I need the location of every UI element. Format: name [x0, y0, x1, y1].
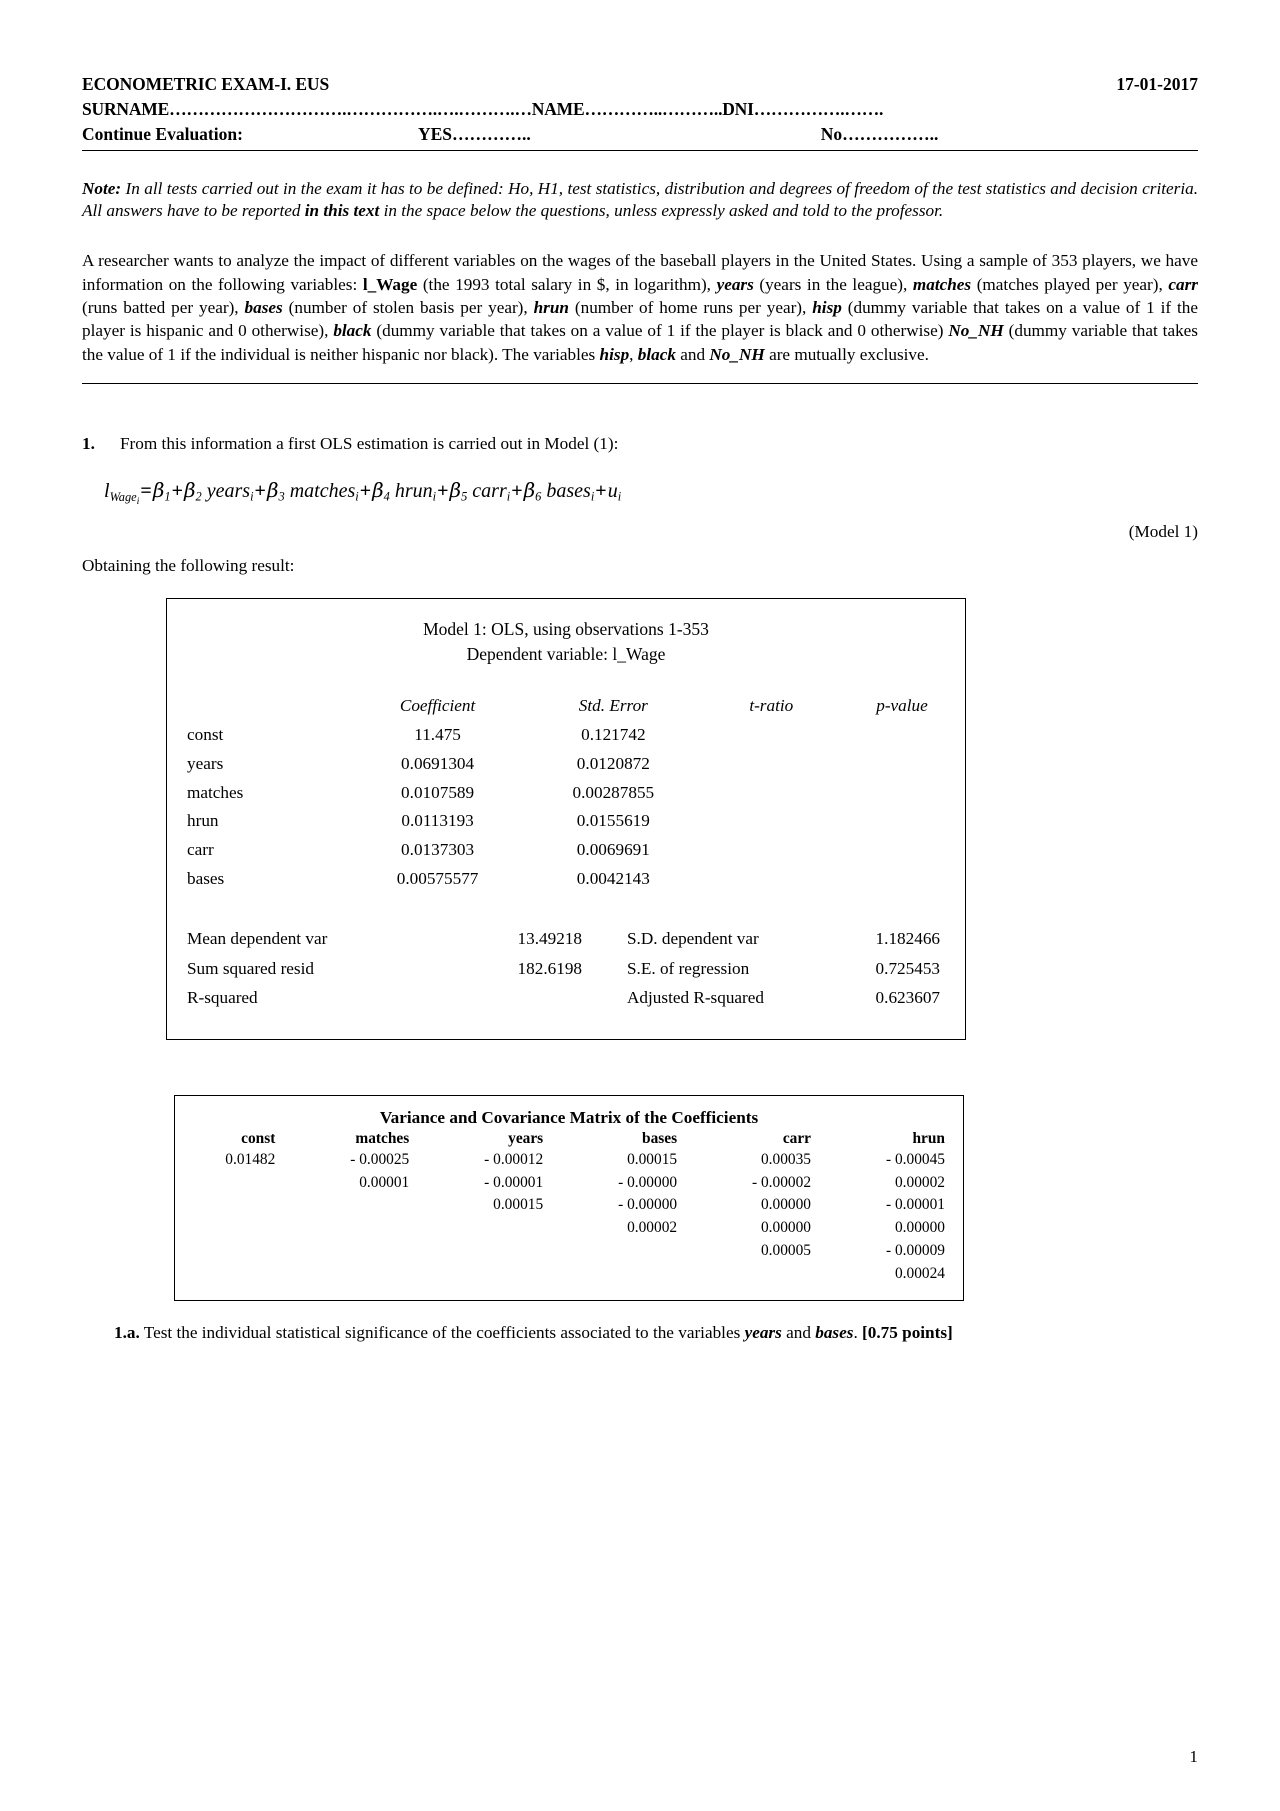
cov-cell	[561, 1263, 695, 1286]
regression-table	[167, 692, 965, 895]
desc-s4: (matches played per year),	[971, 274, 1169, 294]
note-text-2: in the space below the questions, unless expressly asked and told to the professor.	[379, 201, 944, 221]
row-name: bases	[187, 869, 225, 889]
col-variable	[167, 692, 352, 721]
regression-header-row	[167, 692, 965, 721]
var-no-nh-2: No_NH	[709, 344, 765, 364]
desc-s9: (dummy variable that takes on a value of 1 if the player is black and 0 otherwise)	[371, 321, 949, 341]
cov-cell: 0.00000	[760, 1196, 812, 1214]
desc-s12: and	[675, 344, 710, 364]
cov-cell: - 0.00045	[886, 1150, 945, 1168]
row-t-ratio	[704, 807, 839, 836]
question-1	[82, 434, 1198, 454]
cov-cell: 0.00015	[493, 1196, 544, 1214]
cov-cell: 0.00001	[359, 1173, 410, 1191]
model-1-statistics	[167, 924, 965, 1012]
col-t-ratio: t-ratio	[749, 695, 794, 715]
model-1-output-box	[166, 598, 966, 1039]
exam-date: 17-01-2017	[1116, 74, 1198, 94]
table-row	[167, 779, 965, 808]
cov-cell	[293, 1240, 427, 1263]
exam-note	[82, 178, 1198, 224]
stat-label-left: R-squared	[187, 988, 258, 1008]
row-coefficient: 0.00575577	[396, 869, 479, 889]
model-1-title-line2: Dependent variable: l_Wage	[466, 643, 666, 664]
desc-s11: ,	[629, 344, 638, 364]
row-name: years	[187, 753, 224, 773]
stat-value-right: 0.623607	[875, 988, 940, 1008]
desc-s3: (years in the league),	[753, 274, 913, 294]
row-name: const	[187, 724, 224, 744]
stats-row	[167, 924, 965, 953]
row-coefficient: 11.475	[414, 724, 461, 744]
cov-cell: - 0.00002	[752, 1173, 812, 1191]
cov-cell	[175, 1217, 293, 1240]
cov-cell: 0.00005	[760, 1242, 812, 1260]
cov-col-const: const	[241, 1129, 276, 1147]
cov-col-bases: bases	[642, 1129, 678, 1147]
model-1-equation: $l_{Wage_i}=\beta_1+\beta_2$ $years_i+\beta_3$ $matches_i+\beta_4$ $hrun_i+\beta_5$ $carr_i+\beta_6$ $bases_i+u_i$	[104, 478, 622, 507]
var-hisp-2: hisp	[599, 344, 630, 364]
row-std-error: 0.0042143	[576, 869, 650, 889]
stat-label-right: Adjusted R-squared	[627, 988, 764, 1008]
desc-s6: (number of stolen basis per year),	[282, 298, 534, 318]
row-p-value	[839, 721, 965, 750]
stat-value-right: 0.725453	[875, 958, 940, 978]
stats-row	[167, 954, 965, 983]
cov-cell: 0.01482	[225, 1150, 276, 1168]
header-title-row	[82, 72, 1198, 97]
subquestion-1a-var-bases: bases	[815, 1322, 854, 1342]
note-text-1: In all tests carried out in the exam it has to be defined: Ho, H1, test statistics, distribution and degrees of freedom of the test statistics and decision criteria. All answers have to be reported	[82, 178, 1198, 221]
row-t-ratio	[704, 750, 839, 779]
row-std-error: 0.0069691	[576, 840, 650, 860]
cov-cell	[175, 1240, 293, 1263]
continue-evaluation-label: Continue Evaluation:	[82, 123, 243, 144]
page-number: 1	[1189, 1747, 1198, 1766]
var-black: black	[333, 321, 372, 341]
row-coefficient: 0.0137303	[401, 840, 475, 860]
model-1-tag: (Model 1)	[1128, 522, 1198, 542]
cov-cell	[427, 1240, 561, 1263]
subquestion-1a-var-years: years	[744, 1322, 782, 1342]
table-row	[175, 1240, 963, 1263]
cov-cell: - 0.00025	[350, 1150, 410, 1168]
table-row	[167, 865, 965, 894]
row-t-ratio	[704, 865, 839, 894]
cov-cell: - 0.00001	[886, 1196, 945, 1214]
table-row	[175, 1149, 963, 1172]
note-emphasis: in this text	[304, 201, 380, 221]
header-divider	[82, 150, 1198, 151]
row-p-value	[839, 807, 965, 836]
stat-value-left: 13.49218	[517, 929, 582, 949]
row-t-ratio	[704, 721, 839, 750]
col-std-error: Std. Error	[578, 695, 648, 715]
cov-col-years: years	[508, 1129, 544, 1147]
stat-label-left: Mean dependent var	[187, 929, 328, 949]
cov-cell: 0.00024	[894, 1265, 945, 1282]
row-std-error: 0.0120872	[576, 753, 650, 773]
row-name: carr	[187, 840, 214, 860]
col-p-value: p-value	[876, 695, 928, 715]
table-row	[167, 807, 965, 836]
cov-cell: 0.00000	[894, 1219, 945, 1237]
model-1-title	[167, 617, 965, 665]
stats-row	[167, 983, 965, 1012]
var-bases: bases	[244, 298, 283, 318]
subquestion-1a-label: 1.a.	[114, 1322, 140, 1342]
exam-title: ECONOMETRIC EXAM-I. EUS	[82, 74, 330, 94]
table-row	[167, 721, 965, 750]
question-1-number: 1.	[82, 434, 95, 454]
exam-header	[82, 72, 1198, 151]
var-hrun: hrun	[533, 298, 569, 318]
stat-label-right: S.D. dependent var	[627, 929, 759, 949]
subquestion-1a	[114, 1321, 1198, 1345]
subquestion-1a-text-3: .	[853, 1322, 863, 1342]
model-equation-wrapper	[82, 478, 1198, 542]
row-p-value	[839, 836, 965, 865]
cov-cell: 0.00015	[627, 1150, 678, 1168]
description-divider	[82, 383, 1198, 384]
row-std-error: 0.00287855	[572, 782, 655, 802]
var-hisp: hisp	[812, 298, 842, 318]
question-1-text: From this information a first OLS estimation is carried out in Model (1):	[120, 434, 619, 454]
table-row	[175, 1194, 963, 1217]
col-coefficient: Coefficient	[399, 695, 476, 715]
subquestion-1a-text-2: and	[781, 1322, 816, 1342]
cov-cell: - 0.00000	[618, 1196, 678, 1214]
covariance-matrix-box	[174, 1095, 964, 1301]
cov-cell: 0.00002	[894, 1173, 945, 1191]
table-row	[167, 750, 965, 779]
table-row	[175, 1263, 963, 1286]
row-p-value	[839, 779, 965, 808]
covariance-header-row	[175, 1130, 963, 1149]
desc-s8: (dummy variable that takes on a value of 1 if the player is hispanic and 0 otherwise),	[82, 298, 1198, 341]
cov-cell: 0.00035	[760, 1150, 812, 1168]
desc-s2: (the 1993 total salary in $, in logarithm),	[417, 274, 717, 294]
cov-col-hrun: hrun	[912, 1129, 945, 1147]
var-black-2: black	[637, 344, 676, 364]
row-coefficient: 0.0113193	[401, 811, 474, 831]
cov-cell	[293, 1194, 427, 1217]
cov-cell: 0.00000	[760, 1219, 812, 1237]
row-coefficient: 0.0107589	[401, 782, 475, 802]
stat-value-left: 182.6198	[517, 958, 582, 978]
cov-cell	[175, 1194, 293, 1217]
var-no-nh: No_NH	[948, 321, 1004, 341]
desc-s7: (number of home runs per year),	[568, 298, 813, 318]
cov-cell	[175, 1263, 293, 1286]
continue-evaluation-row	[82, 122, 1198, 147]
stat-label-right: S.E. of regression	[627, 958, 750, 978]
row-coefficient: 0.0691304	[401, 753, 475, 773]
cov-cell	[427, 1217, 561, 1240]
cov-cell	[293, 1263, 427, 1286]
cov-cell: - 0.00001	[484, 1173, 544, 1191]
covariance-table	[175, 1130, 963, 1286]
row-t-ratio	[704, 779, 839, 808]
desc-s1: A researcher wants to analyze the impact of different variables on the wages of the baseball players in the United States. Using a sample of 353 players, we have information on the following variables:	[82, 251, 1198, 294]
var-matches: matches	[912, 274, 972, 294]
row-t-ratio	[704, 836, 839, 865]
model-1-title-line1: Model 1: OLS, using observations 1-353	[423, 619, 709, 640]
subquestion-1a-points: [0.75 points]	[862, 1322, 953, 1342]
cov-cell	[175, 1172, 293, 1195]
cov-col-matches: matches	[355, 1129, 410, 1147]
desc-s5: (runs batted per year),	[82, 298, 245, 318]
stat-value-left	[387, 983, 592, 1012]
var-carr: carr	[1168, 274, 1198, 294]
row-name: matches	[187, 782, 244, 802]
continue-evaluation-no[interactable]: No……………..	[820, 123, 939, 144]
subquestion-1a-text-1: Test the individual statistical significance of the coefficients associated to the variables	[139, 1322, 745, 1342]
cov-cell	[561, 1240, 695, 1263]
cov-cell: - 0.00012	[484, 1150, 544, 1168]
row-std-error: 0.0155619	[576, 811, 650, 831]
row-p-value	[839, 865, 965, 894]
cov-cell	[427, 1263, 561, 1286]
var-lwage: l_Wage	[362, 274, 418, 294]
problem-description	[82, 249, 1198, 366]
table-row	[167, 836, 965, 865]
desc-s10: (dummy variable that takes the value of 1 if the individual is neither hispanic nor black). The variables	[82, 321, 1198, 364]
desc-s13: are mutually exclusive.	[764, 344, 929, 364]
obtaining-result-text: Obtaining the following result:	[82, 556, 295, 576]
cov-cell: - 0.00000	[618, 1173, 678, 1191]
cov-cell: 0.00002	[627, 1219, 678, 1237]
cov-cell	[695, 1263, 829, 1286]
note-label: Note:	[82, 178, 122, 198]
cov-cell	[293, 1217, 427, 1240]
stat-value-right: 1.182466	[875, 929, 940, 949]
cov-col-carr: carr	[782, 1129, 812, 1147]
continue-evaluation-yes[interactable]: YES…………..	[417, 123, 531, 144]
table-row	[175, 1172, 963, 1195]
row-std-error: 0.121742	[581, 724, 646, 744]
row-name: hrun	[187, 811, 219, 831]
table-row	[175, 1217, 963, 1240]
surname-name-dni-line: SURNAME………………………….…………….….……….…NAME…………..………..DNI…………….…….	[82, 98, 884, 119]
var-years: years	[716, 274, 754, 294]
cov-cell: - 0.00009	[886, 1242, 945, 1260]
covariance-title: Variance and Covariance Matrix of the Coefficients	[379, 1107, 759, 1127]
stat-label-left: Sum squared resid	[187, 958, 314, 978]
row-p-value	[839, 750, 965, 779]
